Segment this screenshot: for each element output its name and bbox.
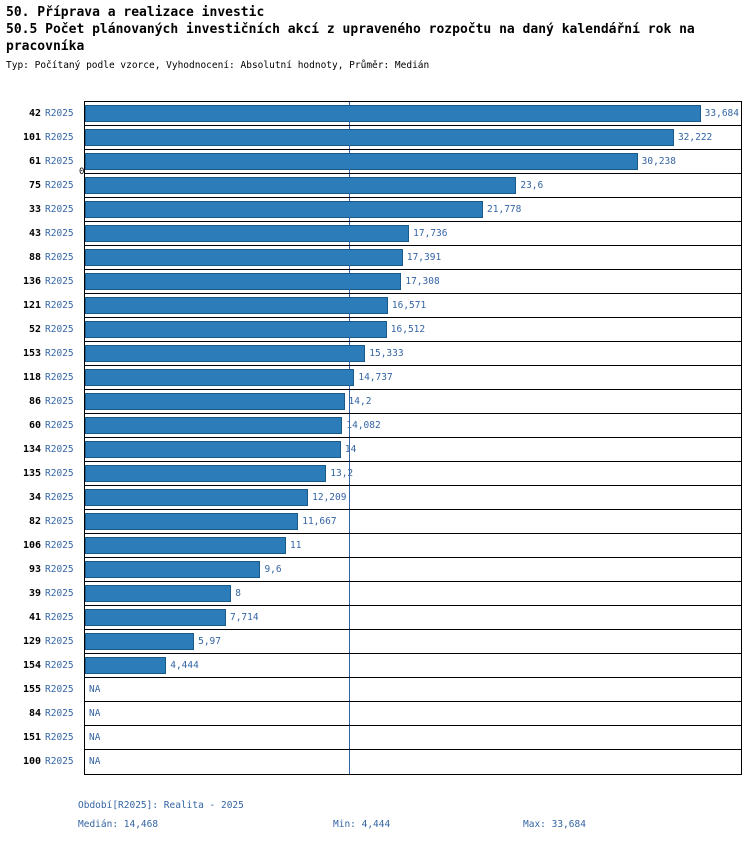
bar-category-label: 93 (28, 564, 41, 575)
bar-category-label: 129 (22, 636, 41, 647)
bar-value-label: NA (89, 756, 101, 767)
bar[interactable] (85, 609, 226, 626)
bar-value-label: 9,6 (264, 564, 282, 575)
bar-value-label: 15,333 (369, 348, 404, 359)
bar-row[interactable] (28, 150, 742, 174)
bar-row[interactable] (28, 486, 742, 510)
bar-row[interactable] (22, 366, 742, 390)
bar-value-label: 17,308 (405, 276, 440, 287)
bar-value-label: 32,222 (677, 132, 713, 143)
bar-series-label: R2025 (45, 396, 74, 407)
bar-category-label: 100 (22, 756, 41, 767)
bar[interactable] (85, 585, 231, 602)
bar-row[interactable] (22, 126, 742, 150)
bar-value-label: 14 (344, 444, 357, 455)
bar-row[interactable] (22, 654, 742, 678)
bar-series-label: R2025 (45, 276, 74, 287)
bar[interactable] (85, 177, 516, 194)
bar-category-label: 42 (28, 108, 41, 119)
bar[interactable] (85, 201, 483, 218)
bar-row[interactable] (22, 462, 742, 486)
bar[interactable] (85, 369, 354, 386)
bar-row[interactable] (28, 246, 742, 270)
bar[interactable] (85, 297, 388, 314)
bar-value-label: NA (89, 708, 101, 719)
bar-category-label: 61 (28, 156, 41, 167)
bar-category-label: 39 (28, 588, 41, 599)
bar-series-label: R2025 (45, 756, 74, 767)
bar-row[interactable] (28, 702, 742, 726)
bar-series-label: R2025 (45, 252, 74, 263)
bar-category-label: 88 (28, 252, 41, 263)
bar[interactable] (85, 465, 326, 482)
bar-category-label: 134 (22, 444, 41, 455)
bar-category-label: 86 (28, 396, 41, 407)
bar-series-label: R2025 (45, 492, 74, 503)
bar-row[interactable] (28, 510, 742, 534)
bar-value-label: NA (89, 732, 101, 743)
stat-median: Medián: 14,468 (78, 819, 159, 830)
bar-value-label: 12,209 (312, 492, 347, 503)
bar-row[interactable] (22, 726, 742, 750)
bar[interactable] (85, 105, 701, 122)
bar-value-label: NA (89, 684, 101, 695)
bar[interactable] (85, 633, 194, 650)
bar-series-label: R2025 (45, 324, 74, 335)
bar-category-label: 84 (28, 708, 41, 719)
bar-series-label: R2025 (45, 636, 74, 647)
bar-row[interactable] (28, 390, 742, 414)
bar[interactable] (85, 513, 298, 530)
bar-category-label: 52 (28, 324, 41, 335)
bar-row[interactable] (28, 222, 742, 246)
bar-value-label: 33,684 (704, 108, 739, 119)
bar-category-label: 60 (28, 420, 41, 431)
bar-value-label: 16,571 (391, 300, 427, 311)
bar-row[interactable] (28, 606, 742, 630)
bar-value-label: 14,2 (348, 396, 372, 407)
bar-row[interactable] (22, 270, 742, 294)
bar-value-label: 13,2 (330, 468, 354, 479)
bar-value-label: 11,667 (302, 516, 337, 527)
bar-category-label: 82 (28, 516, 41, 527)
bar-row[interactable] (22, 438, 742, 462)
bar-series-label: R2025 (45, 588, 74, 599)
bar-value-label: 14,082 (346, 420, 381, 431)
bar-value-label: 5,97 (198, 636, 221, 647)
bar-value-label: 17,391 (406, 252, 442, 263)
bar-series-label: R2025 (45, 180, 74, 191)
bar-value-label: 21,778 (487, 204, 522, 215)
bar-category-label: 153 (22, 348, 41, 359)
bar-row[interactable] (22, 630, 742, 654)
bar-series-label: R2025 (45, 420, 74, 431)
bar-series-label: R2025 (45, 684, 74, 695)
bar-value-label: 14,737 (358, 372, 393, 383)
chart-title-secondary: 50.5 Počet plánovaných investičních akcí z upraveného rozpočtu na daný kalendářní rok na pracovníka (6, 22, 695, 54)
bar-value-label: 7,714 (229, 612, 259, 623)
bar-series-label: R2025 (45, 108, 74, 119)
bar-category-label: 118 (22, 372, 41, 383)
chart-header (0, 0, 750, 73)
bar-plot (22, 101, 742, 775)
bar-row[interactable] (28, 102, 742, 126)
bar-row[interactable] (28, 318, 742, 342)
bar[interactable] (85, 129, 674, 146)
bar-value-label: 11 (290, 540, 302, 551)
chart-footer (78, 800, 738, 833)
bar-category-label: 75 (28, 180, 41, 191)
stat-max: Max: 33,684 (523, 819, 586, 830)
bar-category-label: 33 (28, 204, 41, 215)
bar[interactable] (85, 441, 341, 458)
bar-series-label: R2025 (45, 468, 74, 479)
bar[interactable] (85, 537, 286, 554)
bar-series-label: R2025 (45, 228, 74, 239)
bar-row[interactable] (22, 534, 742, 558)
chart-title-primary: 50. Příprava a realizace investic (6, 5, 265, 20)
bar-category-label: 135 (22, 468, 41, 479)
bar[interactable] (85, 489, 308, 506)
bar[interactable] (85, 249, 403, 266)
chart-subtitle: Typ: Počítaný podle vzorce, Vyhodnocení: Absolutní hodnoty, Průměr: Medián (6, 60, 430, 71)
bar-series-label: R2025 (45, 732, 74, 743)
bar-category-label: 151 (22, 732, 41, 743)
bar[interactable] (85, 393, 345, 410)
bar-series-label: R2025 (45, 348, 74, 359)
bar-series-label: R2025 (45, 516, 74, 527)
bar-series-label: R2025 (45, 132, 74, 143)
bar-category-label: 136 (22, 276, 41, 287)
bar-series-label: R2025 (45, 660, 74, 671)
bar-value-label: 8 (235, 588, 241, 599)
bar[interactable] (85, 153, 638, 170)
bar-category-label: 41 (28, 612, 41, 623)
bar-row[interactable] (22, 294, 742, 318)
bar-row[interactable] (28, 174, 742, 198)
bar-series-label: R2025 (45, 540, 74, 551)
bar-category-label: 154 (22, 660, 41, 671)
bar-series-label: R2025 (45, 444, 74, 455)
bar[interactable] (85, 657, 166, 674)
bar-row[interactable] (28, 198, 742, 222)
bar-value-label: 17,736 (413, 228, 448, 239)
bar-category-label: 121 (22, 300, 41, 311)
bar-row[interactable] (22, 750, 742, 774)
bar-value-label: 16,512 (390, 324, 426, 335)
bar-series-label: R2025 (45, 372, 74, 383)
bar-series-label: R2025 (45, 612, 74, 623)
legend-label: Období[R2025]: Realita - 2025 (78, 800, 244, 811)
bar-series-label: R2025 (45, 300, 74, 311)
bar[interactable] (85, 321, 387, 338)
chart-area (0, 79, 750, 779)
bar-series-label: R2025 (45, 564, 74, 575)
bar-row[interactable] (28, 558, 742, 582)
stat-min: Min: 4,444 (333, 819, 391, 830)
bar-value-label: 30,238 (641, 156, 676, 167)
bar-row[interactable] (22, 678, 742, 702)
x-axis-tick-label-0: 0 (79, 167, 85, 177)
bar-row[interactable] (22, 342, 742, 366)
bar-category-label: 155 (22, 684, 41, 695)
bar-value-label: 23,6 (520, 180, 544, 191)
bar-series-label: R2025 (45, 708, 74, 719)
bar-row[interactable] (28, 414, 742, 438)
bar-category-label: 34 (28, 492, 41, 503)
bar[interactable] (85, 345, 365, 362)
bar[interactable] (85, 561, 260, 578)
bar[interactable] (85, 273, 401, 290)
bar[interactable] (85, 417, 342, 434)
stats-row (78, 819, 738, 833)
bar-value-label: 4,444 (170, 660, 199, 671)
bar-series-label: R2025 (45, 204, 74, 215)
bar-category-label: 101 (22, 132, 41, 143)
bar[interactable] (85, 225, 409, 242)
bar-row[interactable] (28, 582, 742, 606)
bar-series-label: R2025 (45, 156, 74, 167)
bar-category-label: 106 (22, 540, 41, 551)
bar-category-label: 43 (28, 228, 41, 239)
